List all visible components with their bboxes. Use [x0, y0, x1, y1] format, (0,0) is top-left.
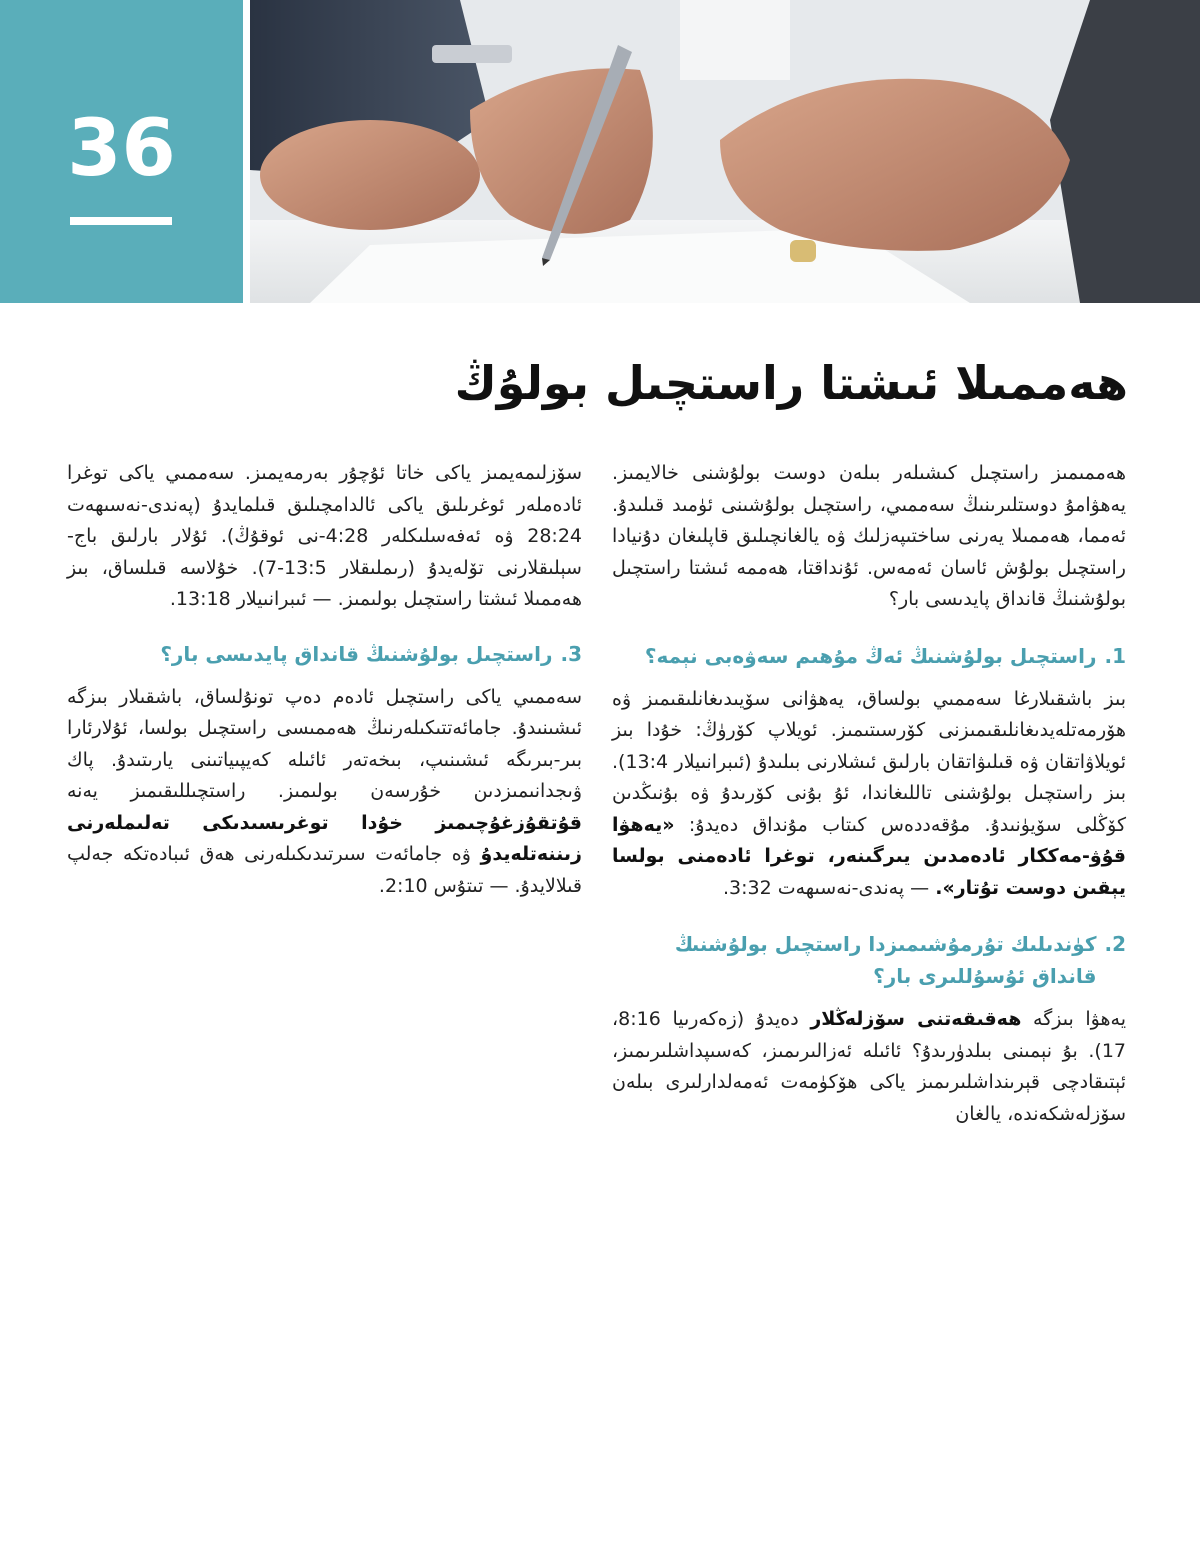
- question-1-heading: [612, 640, 1126, 672]
- answer-2-text-end: دەيدۇ (زەكەرىيا 8:16، 17). بۇ نېمىنى بىلدۈرىدۇ؟ ئائىلە ئەزالىرىمىز، كەسىپداشلىرىمىز، ئېتىقادچى قېرىنداشلىرىمىز ياكى ھۆكۈمەت ئەمەلدارلىرى بىلەن سۆزلەشكەندە، يالغان: [612, 1008, 1126, 1125]
- answer-1-bold-quote: «يەھۋا قۇۋ-مەككار ئادەمدىن يىرگىنەر، توغرا ئادەمنى بولسا يېقىن دوست تۇتار».: [612, 813, 1126, 899]
- answer-1-citation: — پەندى-نەسىھەت 3:32.: [722, 876, 930, 899]
- question-2-number: 2.: [1104, 932, 1126, 956]
- question-3-heading: [67, 638, 582, 670]
- handshake-signing-photo-icon: [250, 0, 1200, 303]
- question-1-text: راستچىل بولۇشنىڭ ئەڭ مۇھىم سەۋەبى نېمە؟: [644, 643, 1097, 668]
- question-3-number: 3.: [560, 641, 582, 666]
- intro-paragraph: ھەممىمىز راستچىل كىشىلەر بىلەن دوست بولۇشنى خالايمىز. يەھۋامۇ دوستلىرىنىڭ سەممىي، راستچىل بولۇشىنى ئۈمىد قىلىدۇ. ئەمما، ھەممىلا يەرنى ساختىپەزلىك ۋە يالغانچىلىق قاپلىغان دۇنيادا راستچىل بولۇش ئاسان ئەمەس. ئۇنداقتا، ھەممە ئىشتا راستچىل بولۇشنىڭ قانداق پايدىسى بار؟: [612, 462, 1126, 610]
- answer-2-bold: ھەقىقەتنى سۆزلەڭلار: [810, 1008, 1022, 1030]
- question-2-text: كۈندىلىك تۇرمۇشىمىزدا راستچىل بولۇشنىڭ قانداق ئۇسۇللىرى بار؟: [674, 932, 1097, 988]
- answer-1-text: بىز باشقىلارغا سەممىي بولساق، يەھۋانى سۆيىدىغانلىقىمىز ۋە ھۆرمەتلەيدىغانلىقىمىزنى كۆرسىتىمىز. ئويلاپ كۆرۈڭ: خۇدا بىز ئويلاۋاتقان ۋە قىلىۋاتقان بارلىق ئىشلارنى بىلىدۇ (ئىبرانىيلار 13:4). بىز راستچىل بولۇشنى تاللىغاندا، ئۇ بۇنى كۆرىدۇ ۋە بۇنىڭدىن كۆڭلى سۆيۈنىدۇ. مۇقەددەس كىتاب مۇنداق دەيدۇ:: [612, 687, 1126, 836]
- lesson-number-box: [0, 0, 243, 303]
- answer-2-paragraph: [612, 1004, 1126, 1130]
- answer-2-text-start: يەھۋا بىزگە: [1033, 1008, 1126, 1030]
- answer-3-bold: قۇتقۇزغۇچىمىز خۇدا توغرىسىدىكى تەلىملەرنى زىننەتلەيدۇ: [67, 811, 582, 865]
- answer-2-continued-paragraph: سۆزلىمەيمىز ياكى خاتا ئۇچۇر بەرمەيمىز. سەممىي ياكى توغرا ئادەملەر ئوغرىلىق ياكى ئالدامچىلىق قىلمايدۇ (پەندى-نەسىھەت 28:24 ۋە ئەفەسلىكلەر 4:28-نى ئوقۇڭ). ئۇلار بارلىق باج-سېلىقلارنى تۆلەيدۇ (رىملىقلار 13:5-7). خۇلاسە قىلساق، بىز ھەممىلا ئىشتا راستچىل بولىمىز. — ئىبرانىيلار 13:18.: [67, 462, 582, 610]
- header-photo: [250, 0, 1200, 303]
- answer-1-paragraph: [612, 684, 1126, 905]
- question-1-number: 1.: [1104, 643, 1126, 668]
- answer-3-paragraph: [67, 682, 582, 903]
- answer-3-text-start: سەممىي ياكى راستچىل ئادەم دەپ تونۇلساق، باشقىلار بىزگە ئىشىنىدۇ. جامائەتتىكىلەرنىڭ ھەممىسى راستچىل بولسا، ئۇلارئارا بىر-بىرىگە ئىشىنىپ، بىخەتەر ئائىلە كەيپىياتىنى يارىتىدۇ. پاك ۋىجدانىمىزدىن خۇرسەن بولىمىز. راستچىللىقىمىز يەنە: [67, 685, 582, 802]
- right-column: [612, 458, 1126, 1130]
- left-column: [67, 458, 582, 902]
- question-2-heading: [612, 928, 1126, 992]
- answer-3-text-end: ۋە جامائەت سىرتىدىكىلەرنى ھەق ئىبادەتكە جەلپ قىلالايدۇ. — تىتۇس 2:10.: [67, 843, 582, 897]
- lesson-number-underline: [70, 217, 172, 225]
- question-3-text: راستچىل بولۇشنىڭ قانداق پايدىسى بار؟: [160, 641, 553, 666]
- page-title: ھەممىلا ئىشتا راستچىل بولۇڭ: [454, 356, 1128, 410]
- lesson-number: 36: [67, 104, 176, 194]
